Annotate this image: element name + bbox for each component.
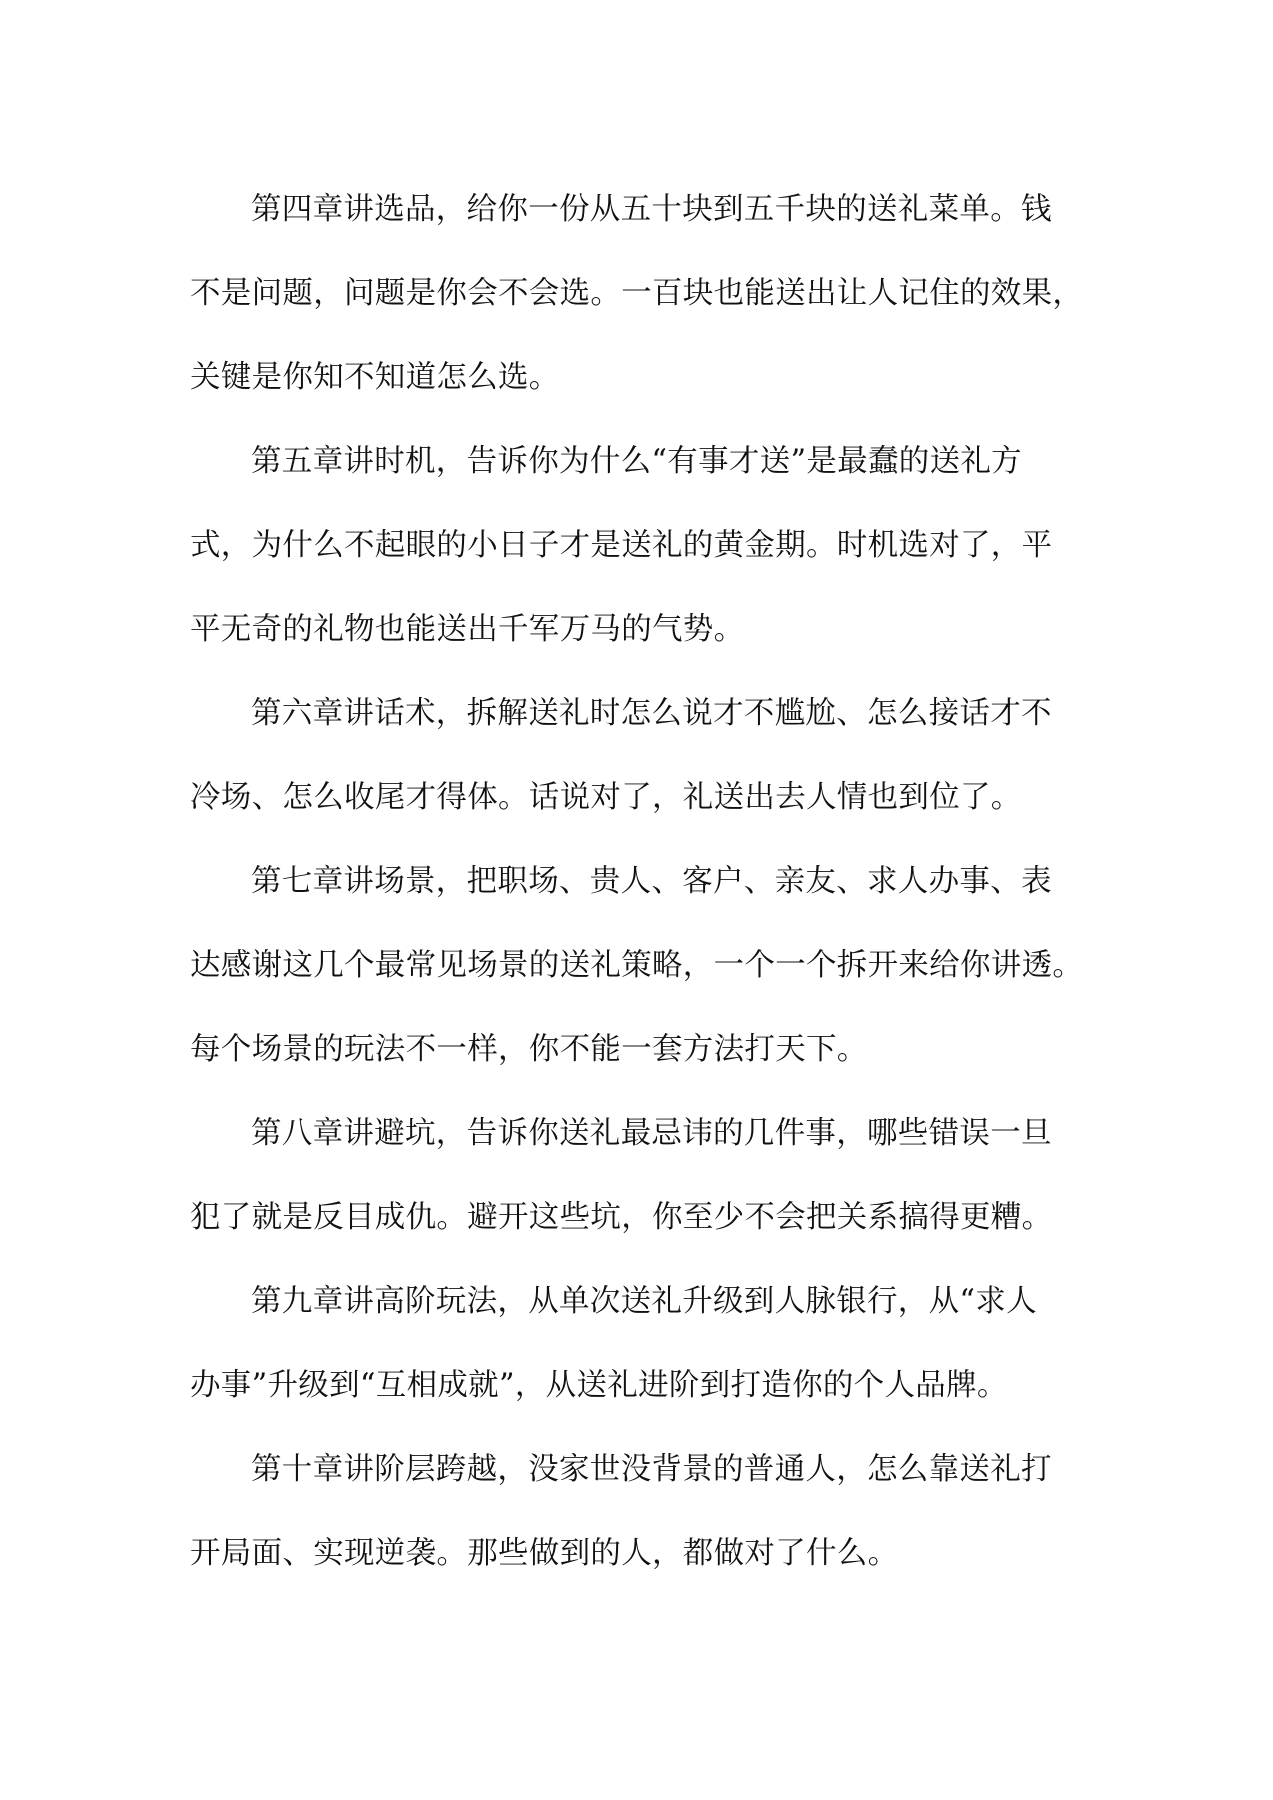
text-line: 犯了就是反目成仇。避开这些坑，你至少不会把关系搞得更糟。 [190,1200,1053,1235]
paragraph-chapter-6 [190,672,1090,840]
text-line: 第五章讲时机，告诉你为什么“有事才送”是最蠢的送礼方 [251,444,1022,479]
text-line: 第八章讲避坑，告诉你送礼最忌讳的几件事，哪些错误一旦 [251,1116,1052,1151]
paragraph-chapter-5 [190,420,1090,672]
text-line: 式，为什么不起眼的小日子才是送礼的黄金期。时机选对了，平 [190,528,1053,563]
paragraph-chapter-9 [190,1260,1090,1428]
text-line: 每个场景的玩法不一样，你不能一套方法打天下。 [190,1032,868,1067]
text-line: 办事”升级到“互相成就”，从送礼进阶到打造你的个人品牌。 [190,1368,1008,1403]
text-line: 第九章讲高阶玩法，从单次送礼升级到人脉银行，从“求人 [251,1284,1037,1319]
paragraph-chapter-8 [190,1092,1090,1260]
text-line: 第六章讲话术，拆解送礼时怎么说才不尴尬、怎么接话才不 [251,696,1052,731]
text-line: 第四章讲选品，给你一份从五十块到五千块的送礼菜单。钱 [251,192,1052,227]
text-line: 冷场、怎么收尾才得体。话说对了，礼送出去人情也到位了。 [190,780,1022,815]
paragraph-chapter-7 [190,840,1090,1092]
paragraph-chapter-4 [190,168,1090,420]
text-line: 第七章讲场景，把职场、贵人、客户、亲友、求人办事、表 [251,864,1052,899]
text-line: 平无奇的礼物也能送出千军万马的气势。 [190,612,745,647]
text-line: 不是问题，问题是你会不会选。一百块也能送出让人记住的效果， [190,276,1084,311]
text-line: 关键是你知不知道怎么选。 [190,360,560,395]
body-text [190,168,1090,1596]
text-line: 第十章讲阶层跨越，没家世没背景的普通人，怎么靠送礼打 [251,1452,1052,1487]
text-line: 达感谢这几个最常见场景的送礼策略，一个一个拆开来给你讲透。 [190,948,1084,983]
text-line: 开局面、实现逆袭。那些做到的人，都做对了什么。 [190,1536,899,1571]
paragraph-chapter-10 [190,1428,1090,1596]
